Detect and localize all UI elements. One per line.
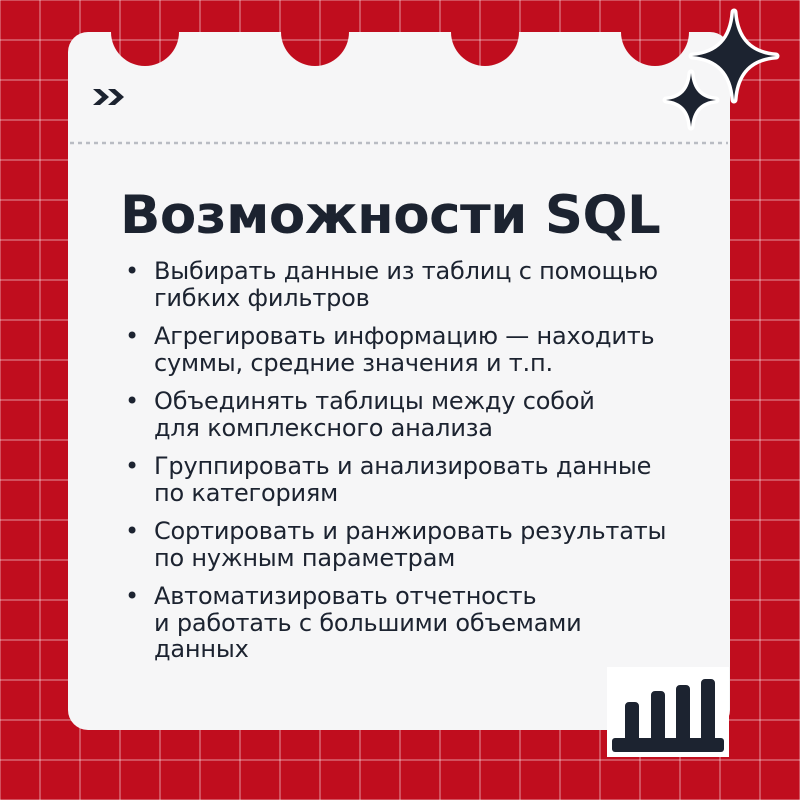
- list-item-text: Сортировать и ранжировать результаты: [154, 517, 667, 545]
- list-item-text: суммы, средние значения и т.п.: [154, 348, 553, 377]
- list-item-text: по категориям: [154, 478, 339, 507]
- list-item-text: Выбирать данные из таблиц с помощью: [154, 257, 658, 285]
- bullet-icon: •: [125, 387, 140, 415]
- list-item: [125, 518, 695, 571]
- list-item: [125, 323, 695, 376]
- list-item-text: по нужным параметрам: [154, 543, 456, 572]
- list-item-text: для комплексного анализа: [154, 413, 493, 442]
- bullet-icon: •: [125, 257, 140, 285]
- page-title: Возможности SQL: [120, 185, 661, 246]
- list-item-text: и работать с большими объемами: [154, 608, 582, 637]
- list-item: [125, 388, 695, 441]
- list-item-text: Группировать и анализировать данные: [154, 452, 652, 480]
- features-list: [125, 258, 695, 675]
- list-item: [125, 583, 695, 663]
- list-item: [125, 453, 695, 506]
- list-item-text: гибких фильтров: [154, 283, 370, 312]
- bullet-icon: •: [125, 452, 140, 480]
- list-item-text: данных: [154, 635, 249, 663]
- list-item: [125, 258, 695, 311]
- bullet-icon: •: [125, 582, 140, 610]
- list-item-text: Агрегировать информацию — находить: [154, 322, 655, 350]
- list-item-text: Автоматизировать отчетность: [154, 582, 537, 610]
- bullet-icon: •: [125, 517, 140, 545]
- bullet-icon: •: [125, 322, 140, 350]
- list-item-text: Объединять таблицы между собой: [154, 387, 595, 415]
